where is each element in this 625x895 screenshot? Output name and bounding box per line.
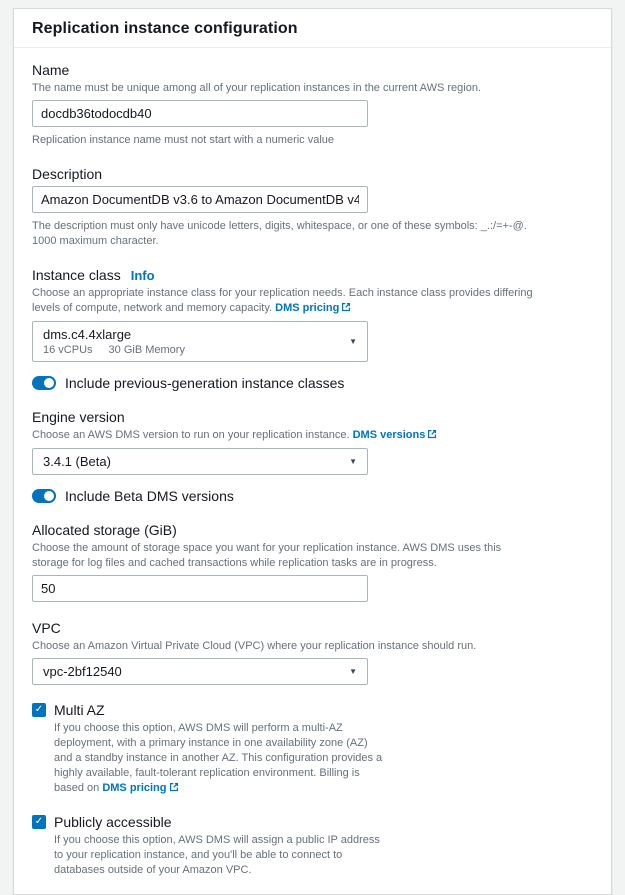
vpc-selected-value: vpc-2bf12540	[43, 664, 122, 679]
instance-class-info-link[interactable]: Info	[130, 268, 155, 283]
vpc-select[interactable]	[32, 658, 368, 685]
description-field-group	[32, 165, 593, 249]
instance-class-label: Instance class	[32, 267, 121, 283]
allocated-storage-group	[32, 521, 593, 602]
dropdown-caret-icon: ▼	[349, 457, 357, 466]
instance-class-selected-value: dms.c4.4xlarge	[43, 327, 132, 342]
name-field-group	[32, 61, 593, 148]
publicly-accessible-label: Publicly accessible	[54, 814, 172, 830]
panel-body	[14, 48, 611, 894]
name-constraint-text: Replication instance name must not start with a numeric value	[32, 134, 335, 146]
external-link-icon	[341, 302, 351, 317]
previous-generation-toggle[interactable]	[32, 375, 593, 391]
allocated-storage-label: Allocated storage (GiB)	[32, 522, 177, 538]
publicly-accessible-description: If you choose this option, AWS DMS will assign a public IP address to your replication instance, and you'll be able to connect to databases outside of your Amazon VPC.	[54, 834, 380, 876]
description-label: Description	[32, 166, 103, 182]
vpc-label: VPC	[32, 620, 61, 636]
instance-class-description-text: Choose an appropriate instance class for your replication needs. Each instance class provides differing levels of compute, network and memory capacity.	[32, 287, 533, 314]
engine-version-group	[32, 408, 593, 504]
panel-header	[14, 9, 611, 48]
instance-class-vcpus: 16 vCPUs	[43, 344, 93, 356]
dms-pricing-link[interactable]: DMS pricing	[102, 782, 167, 794]
name-label: Name	[32, 62, 70, 78]
external-link-icon	[169, 782, 179, 797]
engine-version-select[interactable]	[32, 448, 368, 475]
multi-az-description	[54, 721, 384, 797]
engine-version-selected-value: 3.4.1 (Beta)	[43, 454, 111, 469]
checkbox-checked-icon: ✓	[32, 703, 46, 717]
engine-version-description-text: Choose an AWS DMS version to run on your replication instance.	[32, 429, 350, 441]
multi-az-checkbox[interactable]	[32, 702, 593, 718]
description-constraint-text: The description must only have unicode letters, digits, whitespace, or one of these symbols: _.:/=+-@. 1000 maximum character.	[32, 220, 527, 247]
multi-az-group	[32, 702, 593, 797]
replication-instance-configuration-panel	[13, 8, 612, 895]
beta-versions-toggle-label: Include Beta DMS versions	[65, 488, 234, 504]
engine-version-description	[32, 428, 534, 444]
instance-class-select[interactable]	[32, 321, 368, 362]
instance-class-memory: 30 GiB Memory	[108, 344, 185, 356]
dms-versions-link[interactable]: DMS versions	[352, 429, 426, 441]
multi-az-description-text: If you choose this option, AWS DMS will perform a multi-AZ deployment, with a primary instance in one availability zone (AZ) and a standby instance in another AZ. This configuration provides a highly available, fault-tolerant replication environment. Billing is based on	[54, 722, 383, 794]
vpc-description: Choose an Amazon Virtual Private Cloud (VPC) where your replication instance should run.	[32, 640, 477, 652]
checkbox-checked-icon: ✓	[32, 815, 46, 829]
dms-pricing-link[interactable]: DMS pricing	[275, 302, 340, 314]
beta-versions-toggle[interactable]	[32, 488, 593, 504]
engine-version-label: Engine version	[32, 409, 125, 425]
dropdown-caret-icon: ▼	[349, 337, 357, 346]
previous-generation-toggle-label: Include previous-generation instance classes	[65, 375, 345, 391]
instance-class-group	[32, 266, 593, 391]
allocated-storage-input[interactable]	[32, 575, 368, 602]
allocated-storage-description: Choose the amount of storage space you want for your replication instance. AWS DMS uses this storage for log files and cached transactions while replication tasks are in progress.	[32, 542, 502, 569]
toggle-on-icon	[32, 376, 56, 390]
toggle-on-icon	[32, 489, 56, 503]
name-description: The name must be unique among all of your replication instances in the current AWS region.	[32, 82, 482, 94]
vpc-group	[32, 619, 593, 685]
instance-class-selected-details	[43, 343, 201, 357]
panel-title: Replication instance configuration	[32, 20, 298, 37]
external-link-icon	[427, 429, 437, 444]
description-input[interactable]	[32, 186, 368, 213]
publicly-accessible-checkbox[interactable]	[32, 814, 593, 830]
multi-az-label: Multi AZ	[54, 702, 105, 718]
name-input[interactable]	[32, 100, 368, 127]
instance-class-description	[32, 286, 534, 317]
dropdown-caret-icon: ▼	[349, 667, 357, 676]
publicly-accessible-group	[32, 814, 593, 878]
